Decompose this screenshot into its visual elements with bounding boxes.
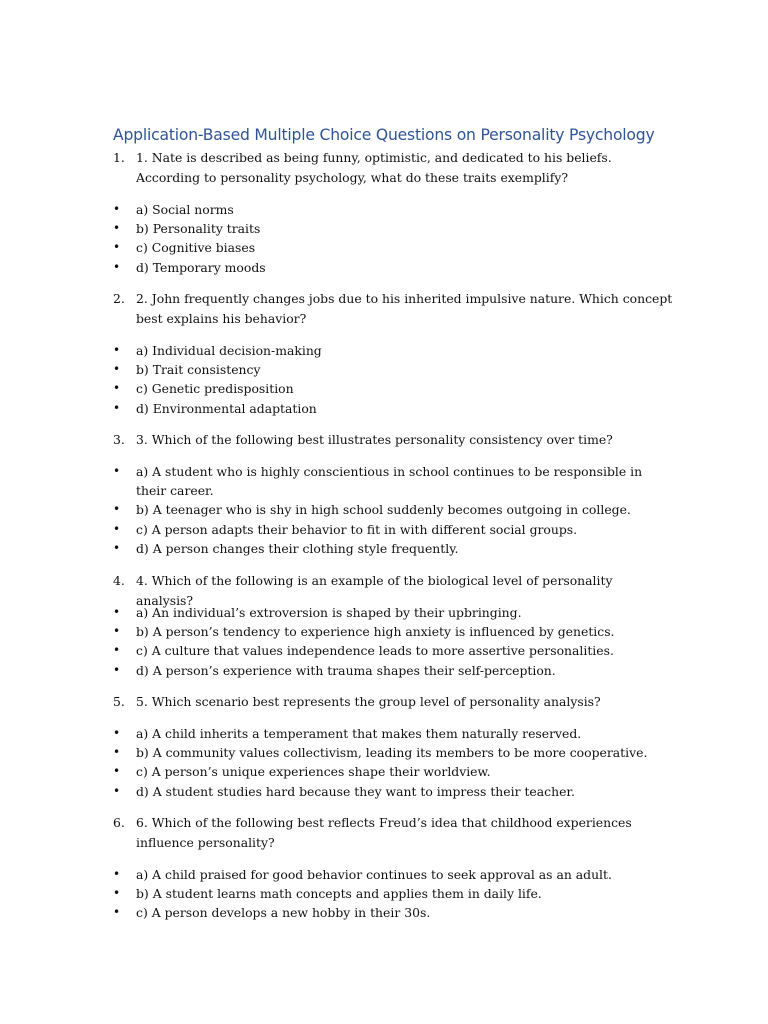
option-text: c) Genetic predisposition (136, 381, 294, 397)
options-list-1 (113, 200, 673, 277)
bullet-icon: • (113, 540, 121, 555)
option-text: c) A person develops a new hobby in their 30s. (136, 905, 431, 921)
question-5 (113, 692, 673, 712)
bullet-icon: • (113, 905, 121, 920)
bullet-icon: • (113, 221, 121, 236)
option-item (113, 200, 673, 219)
option-text: c) Cognitive biases (136, 240, 256, 256)
question-number: 3. (113, 432, 125, 447)
option-item (113, 903, 673, 922)
bullet-icon: • (113, 764, 121, 779)
option-item (113, 341, 673, 360)
option-item (113, 641, 673, 660)
bullet-icon: • (113, 662, 121, 677)
question-text: 5. Which scenario best represents the group level of personality analysis? (136, 694, 601, 709)
question-number: 6. (113, 815, 125, 830)
option-item (113, 219, 673, 238)
question-3 (113, 430, 673, 450)
bullet-icon: • (113, 202, 121, 216)
bullet-icon: • (113, 381, 121, 396)
options-list-2 (113, 341, 673, 418)
option-item (113, 462, 673, 500)
option-text: c) A person adapts their behavior to fit in with different social groups. (136, 521, 578, 537)
options-list-5 (113, 724, 673, 801)
option-item (113, 782, 673, 801)
bullet-icon: • (113, 343, 121, 357)
document-title: Application-Based Multiple Choice Questions on Personality Psychology (113, 126, 655, 144)
bullet-icon: • (113, 745, 121, 760)
option-text: a) A child praised for good behavior continues to seek approval as an adult. (136, 867, 612, 882)
option-text: c) A person’s unique experiences shape their worldview. (136, 764, 491, 780)
question-number: 5. (113, 694, 125, 709)
question-number: 2. (113, 291, 125, 306)
bullet-icon: • (113, 605, 121, 619)
question-text: 1. Nate is described as being funny, optimistic, and dedicated to his beliefs. According to personality psychology, what do these traits exemplify? (136, 150, 612, 185)
option-text: b) A person’s tendency to experience high anxiety is influenced by genetics. (136, 624, 615, 640)
option-item (113, 379, 673, 398)
option-text: b) Trait consistency (136, 362, 261, 378)
bullet-icon: • (113, 400, 121, 415)
option-item (113, 603, 673, 622)
option-text: d) Temporary moods (136, 259, 266, 275)
option-item (113, 884, 673, 903)
option-item (113, 238, 673, 257)
option-item (113, 762, 673, 781)
option-text: a) A child inherits a temperament that makes them naturally reserved. (136, 726, 582, 741)
bullet-icon: • (113, 521, 121, 536)
question-text: 6. Which of the following best reflects Freud’s idea that childhood experiences influence personality? (136, 815, 632, 850)
option-text: a) A student who is highly conscientious in school continues to be responsible in their career. (136, 464, 643, 499)
option-item (113, 399, 673, 418)
option-text: b) A student learns math concepts and applies them in daily life. (136, 886, 542, 902)
option-text: b) A teenager who is shy in high school suddenly becomes outgoing in college. (136, 502, 631, 518)
question-2 (113, 289, 673, 329)
bullet-icon: • (113, 240, 121, 255)
bullet-icon: • (113, 643, 121, 658)
option-item (113, 865, 673, 884)
question-number: 4. (113, 573, 125, 588)
question-1 (113, 148, 673, 188)
option-item (113, 661, 673, 680)
question-number: 1. (113, 150, 125, 165)
options-list-6 (113, 865, 673, 923)
option-text: c) A culture that values independence leads to more assertive personalities. (136, 643, 614, 659)
question-text: 2. John frequently changes jobs due to his inherited impulsive nature. Which concept best explains his behavior? (136, 291, 673, 326)
option-item (113, 520, 673, 539)
option-item (113, 743, 673, 762)
question-6 (113, 813, 673, 853)
option-text: a) Individual decision-making (136, 343, 322, 358)
option-item (113, 622, 673, 641)
question-text: 4. Which of the following is an example of the biological level of personality analysis? (136, 573, 613, 608)
option-text: a) Social norms (136, 202, 234, 217)
bullet-icon: • (113, 726, 121, 740)
option-item (113, 724, 673, 743)
option-text: d) A person’s experience with trauma shapes their self-perception. (136, 662, 556, 678)
option-text: d) A person changes their clothing style frequently. (136, 540, 459, 556)
bullet-icon: • (113, 502, 121, 517)
option-item (113, 258, 673, 277)
bullet-icon: • (113, 867, 121, 881)
bullet-icon: • (113, 362, 121, 377)
options-list-3 (113, 462, 673, 558)
option-item (113, 360, 673, 379)
bullet-icon: • (113, 464, 121, 478)
option-item (113, 500, 673, 519)
bullet-icon: • (113, 783, 121, 798)
bullet-icon: • (113, 886, 121, 901)
options-list-4 (113, 603, 673, 680)
option-text: a) An individual’s extroversion is shaped by their upbringing. (136, 605, 522, 620)
option-item (113, 539, 673, 558)
question-text: 3. Which of the following best illustrates personality consistency over time? (136, 432, 613, 447)
bullet-icon: • (113, 624, 121, 639)
option-text: d) Environmental adaptation (136, 400, 317, 416)
option-text: b) A community values collectivism, leading its members to be more cooperative. (136, 745, 648, 761)
bullet-icon: • (113, 259, 121, 274)
option-text: d) A student studies hard because they want to impress their teacher. (136, 783, 575, 799)
option-text: b) Personality traits (136, 221, 261, 237)
